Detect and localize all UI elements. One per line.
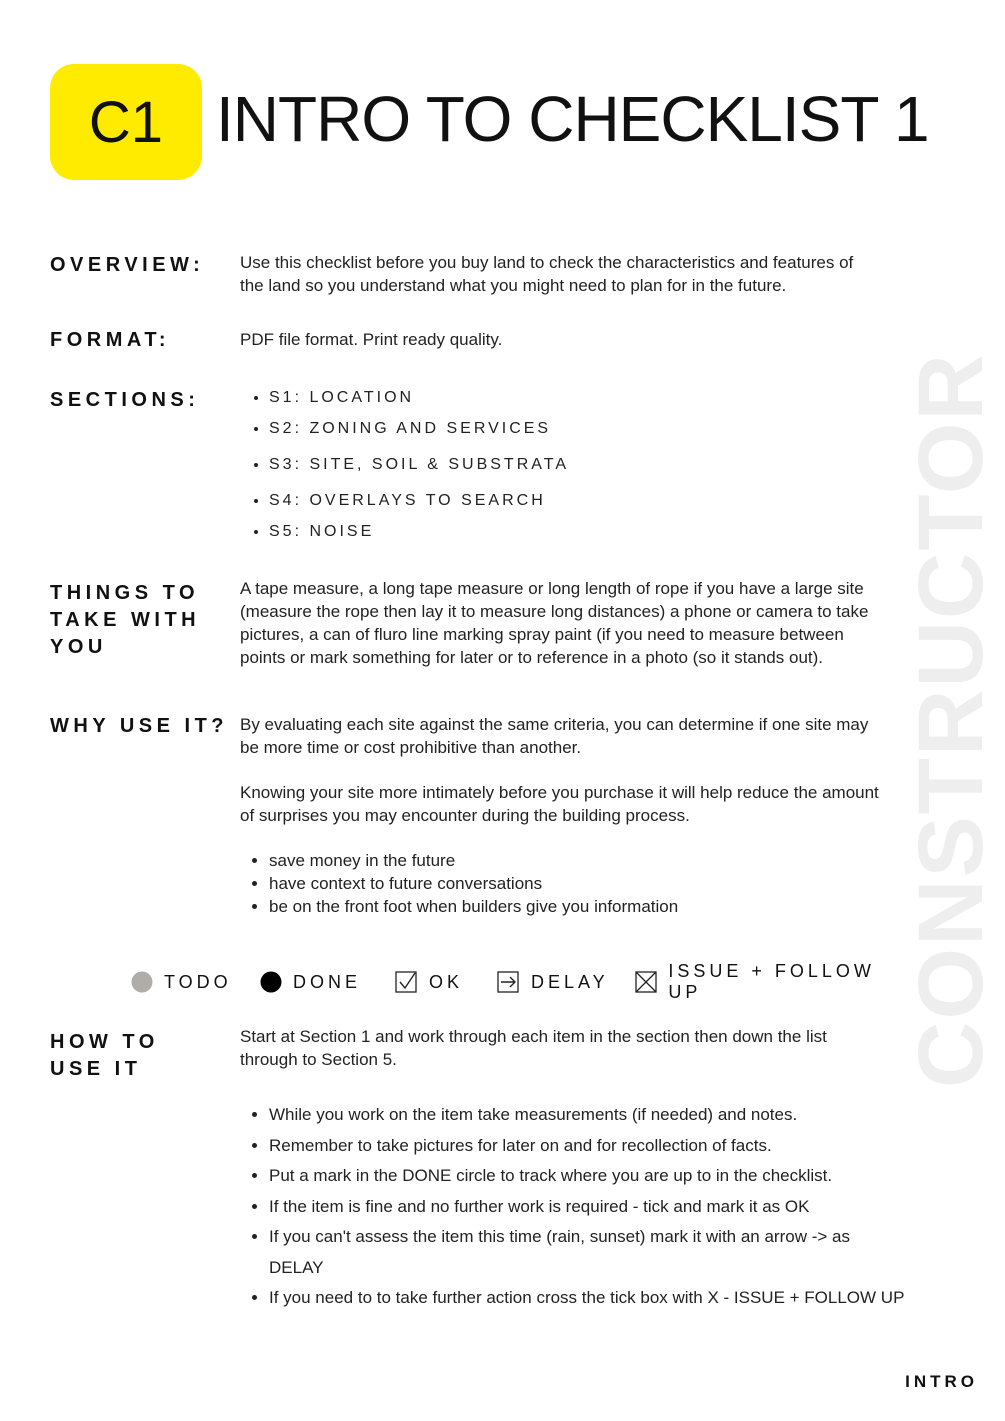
why-label: WHY USE IT? — [50, 715, 229, 737]
section-item-s2: • S2: ZONING AND SERVICES — [269, 413, 880, 444]
legend-done-label: DONE — [293, 971, 362, 992]
how-bullet: • If you need to to take further action cross the tick box with X - ISSUE + FOLLOW UP — [269, 1283, 940, 1314]
section-item-s4: • S4: OVERLAYS TO SEARCH — [269, 485, 880, 516]
how-label-line: USE IT — [50, 1058, 142, 1080]
checkbox-arrow-icon — [497, 970, 521, 994]
badge-text: C1 — [88, 89, 164, 155]
watermark-text: CONSTRUCTOR — [900, 352, 1002, 1088]
things-label-line: TAKE WITH — [50, 609, 201, 631]
overview-label: OVERVIEW: — [50, 254, 205, 276]
sections-list — [240, 382, 880, 547]
how-bullet: • While you work on the item take measurements (if needed) and notes. — [269, 1100, 940, 1131]
legend-issue — [635, 961, 910, 1002]
things-text: A tape measure, a long tape measure or long length of rope if you have a large site (measure the rope then lay it to measure long distances) a phone or camera to take pictures, a can of fluro line marking spray paint (if you need to measure between points or mark something for later or to reference in a photo (so it stands out). — [240, 579, 869, 667]
legend-done — [259, 968, 361, 996]
how-bullet: • Remember to take pictures for later on and for recollection of facts. — [269, 1131, 940, 1162]
things-label-line: YOU — [50, 636, 107, 658]
legend-ok-label: OK — [429, 971, 464, 992]
why-bullet: • have context to future conversations — [269, 872, 880, 895]
legend-delay-label: DELAY — [531, 971, 609, 992]
legend-issue-label: ISSUE + FOLLOW UP — [668, 961, 875, 1002]
why-bullet-list — [240, 849, 880, 918]
why-paragraph-1: By evaluating each site against the same criteria, you can determine if one site may be more time or cost prohibitive than another. — [240, 715, 869, 757]
how-intro: Start at Section 1 and work through each item in the section then down the list through to Section 5. — [240, 1027, 827, 1069]
status-legend — [130, 961, 910, 1002]
format-text: PDF file format. Print ready quality. — [240, 330, 503, 349]
checkbox-tick-icon — [395, 970, 419, 994]
how-label-line: HOW TO — [50, 1031, 159, 1053]
section-item-s1: • S1: LOCATION — [269, 382, 880, 413]
section-badge — [50, 64, 202, 180]
things-label-line: THINGS TO — [50, 582, 200, 604]
how-bullets-container — [240, 1100, 940, 1314]
why-paragraph-2: Knowing your site more intimately before you purchase it will help reduce the amount of surprises you may encounter during the building process. — [240, 783, 879, 825]
why-bullet: • save money in the future — [269, 849, 880, 872]
legend-delay — [497, 968, 609, 996]
format-label: FORMAT: — [50, 329, 170, 351]
overview-text: Use this checklist before you buy land to check the characteristics and features of the land so you understand what you might need to plan for in the future. — [240, 253, 854, 295]
todo-circle-icon — [130, 970, 154, 994]
how-bullet: • If the item is fine and no further work is required - tick and mark it as OK — [269, 1192, 940, 1223]
section-item-s5: • S5: NOISE — [269, 516, 880, 547]
why-bullets-container — [240, 849, 880, 918]
how-bullet: • Put a mark in the DONE circle to track where you are up to in the checklist. — [269, 1161, 940, 1192]
how-label — [50, 1029, 159, 1083]
done-circle-icon — [259, 970, 283, 994]
things-label — [50, 580, 200, 661]
why-bullet: • be on the front foot when builders give you information — [269, 895, 880, 918]
legend-todo-label: TODO — [164, 971, 232, 992]
sections-label: SECTIONS: — [50, 389, 200, 411]
legend-todo — [130, 968, 232, 996]
footer-page-label: INTRO — [905, 1372, 978, 1391]
legend-ok — [395, 968, 463, 996]
checkbox-cross-icon — [635, 970, 658, 994]
how-bullet-list — [240, 1100, 940, 1314]
sections-list-container — [240, 382, 880, 547]
section-item-s3: • S3: SITE, SOIL & SUBSTRATA — [269, 449, 880, 480]
page-title: INTRO TO CHECKLIST 1 — [216, 83, 929, 155]
how-bullet: • If you can't assess the item this time (rain, sunset) mark it with an arrow -> as DELAY — [269, 1222, 889, 1283]
